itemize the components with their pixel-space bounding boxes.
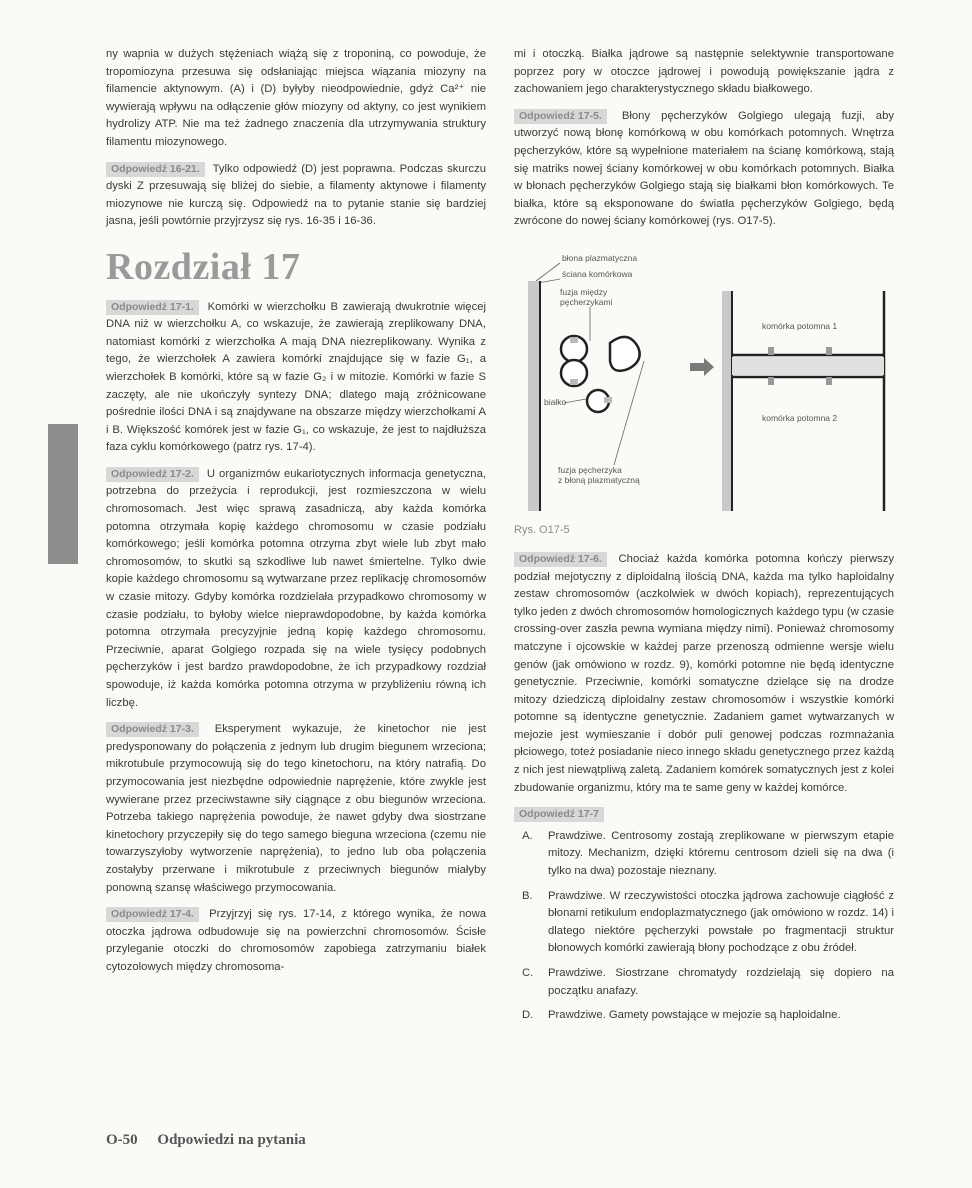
vesicle-fusing bbox=[610, 337, 640, 371]
label-fusion-vesicles-1: fuzja między bbox=[560, 286, 608, 297]
leader-line bbox=[614, 361, 644, 465]
item-text: Prawdziwe. W rzeczywistości otoczka jądrowa zachowuje ciągłość z błonami retikulum endoplazmatycznego (jak omówiono w rozdz. 14) i dlatego niektóre pęcherzyki powstałe po fragmentacji struktur błonowych komórki zawierają błony pochodzące z obu źródeł. bbox=[548, 889, 894, 955]
answer-tag: Odpowiedź 17-7 bbox=[514, 807, 604, 822]
leader-line bbox=[538, 279, 560, 283]
answer-text: Chociaż każda komórka potomna kończy pierwszy podział mejotyczny z diploidalną ilością DNA, każda ma tylko haploidalny zestaw chromosomów (aczkolwiek w dwóch kopiach), reprezentujących tylko jeden z dwóch chromosomów homologicznych każdego typu (w czasie crossing-over zaszła pewna wymiana między nimi). Ponieważ chromosomy matczyne i ojcowskie w każdej parze przenoszą odmienne wersje wielu genów (jak omówiono w rozdz. 9), komórki potomne nie będą identyczne genetycznie. Przeciwnie, komórki somatyczne dzielące się na drodze mitozy dziedziczą diploidalny zestaw chromosomów i wszystkie komórki potomne są identyczne genetycznie. Zadaniem gamet wytwarzanych w mejozie jest wymieszanie i dobór puli genowej podczas rozmnażania płciowego, toteż posiadanie nieco innego składu genetycznego przez każdą z nich jest niewątpliwą zaletą. Zadaniem komórek somatycznych jest z kolei zbudowanie organizmu, który ma te same geny w każdej komórce. bbox=[514, 552, 894, 794]
chapter-thumb-tab bbox=[48, 424, 78, 564]
answer-text: Eksperyment wykazuje, że kinetochor nie jest predysponowany do połączenia z jednym lub drugim biegunem wrzeciona; mikrotubule przymocowują się do tego kinetochoru, na który natrafią. Do przymocowania jest niezbędne odpowiednie naprężenie, które zwykle jest wywierane przez przeciwstawne siły ciągnące z obu biegunów wrzeciona. Potrzeba takiego naprężenia powoduje, że nawet gdyby dwa siostrzane kinetochory przyczepiły się do tego samego bieguna wrzeciona (czemu nie towarzyszyłoby wytworzenie naprężenia), to jedno lub oba połączenia zostałyby przerwane i mikrotubule z przeciwnych biegunów miałyby ponowną szansę właściwego przymocowania. bbox=[106, 723, 486, 894]
answer-text: Tylko odpowiedź (D) jest poprawna. Podczas skurczu dyski Z przesuwają się bliżej do siebie, a filamenty aktynowe i filamenty miozynowe nie kurczą się. Odpowiedź na to pytanie stanie się bardziej jasna, jeśli powtórnie przyjrzysz się rys. 16-35 i 16-36. bbox=[106, 162, 486, 228]
answer-17-6 bbox=[514, 551, 894, 797]
answer-tag: Odpowiedź 17-4. bbox=[106, 907, 199, 922]
left-intro-paragraph: ny wapnia w dużych stężeniach wiążą się z troponiną, co powoduje, że tropomiozyna przesuwa się odsłaniając miejsca wiązania miozyny na filamencie aktynowym. (A) i (D) byłyby nieodpowiednie, gdyż Ca²⁺ nie wywierają wpływu na odłączenie głów miozyny od aktyny, co jest wynikiem hydrolizy ATP. Nie ma też żadnego znaczenia dla utrzymywania struktury filamentu miozynowego. bbox=[106, 48, 486, 148]
answer-17-7 bbox=[514, 806, 894, 1025]
label-daughter-cell-2: komórka potomna 2 bbox=[762, 412, 838, 423]
item-letter: D. bbox=[522, 1009, 534, 1022]
cell-wall-right-panel bbox=[722, 291, 732, 511]
right-column bbox=[514, 46, 894, 1032]
page-number: O-50 bbox=[106, 1132, 138, 1148]
figure-o17-5 bbox=[514, 251, 894, 551]
answer-item bbox=[514, 965, 894, 1000]
leader-line bbox=[564, 399, 586, 403]
left-column bbox=[106, 46, 486, 986]
chapter-title: Rozdział 17 bbox=[106, 245, 301, 288]
answer-item bbox=[514, 1007, 894, 1025]
vesicle-protein bbox=[604, 397, 612, 403]
label-daughter-cell-1: komórka potomna 1 bbox=[762, 320, 838, 331]
item-letter: A. bbox=[522, 829, 533, 842]
answer-item bbox=[514, 888, 894, 958]
vesicle-protein bbox=[570, 379, 578, 385]
running-title: Odpowiedzi na pytania bbox=[157, 1132, 306, 1148]
right-intro-paragraph: mi i otoczką. Białka jądrowe są następnie selektywnie transportowane poprzez pory w otoczce jądrowej i powodują powiększanie jądra z zachowaniem jego charakterystycznego składu białkowego. bbox=[514, 48, 894, 96]
item-text: Prawdziwe. Siostrzane chromatydy rozdzielają się dopiero na początku anafazy. bbox=[548, 967, 894, 997]
item-letter: B. bbox=[522, 889, 533, 902]
answer-17-4 bbox=[106, 906, 486, 976]
cell-plate-diagram bbox=[514, 251, 894, 511]
membrane-protein bbox=[768, 377, 774, 385]
label-plasma-membrane: błona plazmatyczna bbox=[562, 252, 638, 263]
answer-item bbox=[514, 828, 894, 881]
answer-16-21 bbox=[106, 161, 486, 231]
answer-tag: Odpowiedź 17-2. bbox=[106, 467, 199, 482]
item-letter: C. bbox=[522, 967, 534, 979]
answer-17-1 bbox=[106, 299, 486, 457]
answer-text: U organizmów eukariotycznych informacja genetyczna, potrzebna do przeżycia i reprodukcji, jest rozmieszczona w wielu chromosomach. Jest więc sprawą zasadniczą, aby każda komórka potomna otrzymała kopię każdego chromosomu w czasie podziału komórkowego; jeśli komórka potomna otrzyma zbyt wiele lub zbyt mało chromosomów, to skutki są szkodliwe lub nawet śmiertelne. Tylko dwie kopie każdego chromosomu są wytwarzane przez replikację chromosomów w czasie mitozy. Gdyby komórka rozdzielała przypadkowo chromosomy w czasie podziału, to byłoby wielce nieprawdopodobne, by każda komórka potomna otrzymała precyzyjnie jedną kopię każdego chromosomu. Przeciwnie, aparat Golgiego rozpada się na wiele tysięcy podobnych pęcherzyków i jest bardzo prawdopodobne, że ich przypadkowy rozdział spowoduje, iż każda komórka potomna otrzyma w przybliżeniu równą ich liczbę. bbox=[106, 467, 486, 709]
answer-text: Przyjrzyj się rys. 17-14, z którego wynika, że nowa otoczka jądrowa odbudowuje się na powierzchni chromosomów. Ścisłe przyleganie otoczki do chromosomów zapobiega zatrzymaniu białek cytozolowych między chromosoma- bbox=[106, 908, 487, 973]
membrane-protein bbox=[768, 347, 774, 355]
label-cell-wall: ściana komórkowa bbox=[562, 268, 633, 279]
answer-text: Komórki w wierzchołku B zawierają dwukrotnie więcej DNA niż w wierzchołku A, co wskazuje, że zawierają zreplikowany DNA, natomiast komórki z wierzchołka A mają DNA niezreplikowany. Wynika z tego, że wierzchołek A zawiera komórki znajdujące się w fazie G₁, a wierzchołek B komórki, które są w fazie G₂ i w mitozie. Komórki w fazie S zaczęty, ale nie ukończyły syntezy DNA; dlatego mają zróżnicowane pośrednie ilości DNA i są znajdywane na obszarze między wierzchołkami A i B. Większość komórek jest w fazie G₁, co wskazuje, że jest to najdłuższa faza cyklu komórkowego (patrz rys. 17-4). bbox=[106, 300, 487, 454]
figure-caption: Rys. O17-5 bbox=[514, 523, 570, 536]
label-fusion-membrane-1: fuzja pęcherzyka bbox=[558, 464, 622, 475]
item-text: Prawdziwe. Centrosomy zostają zreplikowane w pierwszym etapie mitozy. Mechanizm, dzięki któremu centrosom dzieli się na dwa (i tylko na dwa) pozostaje nieznany. bbox=[548, 829, 894, 878]
process-arrow bbox=[690, 358, 714, 376]
new-cell-wall bbox=[732, 357, 884, 375]
answer-tag: Odpowiedź 17-3. bbox=[106, 722, 199, 737]
answer-tag: Odpowiedź 16-21. bbox=[106, 162, 205, 177]
answer-17-2 bbox=[106, 466, 486, 712]
leader-line bbox=[536, 263, 560, 281]
label-protein: białko bbox=[544, 396, 567, 407]
vesicle-protein bbox=[570, 337, 578, 343]
label-fusion-membrane-2: z błoną plazmatyczną bbox=[558, 474, 640, 485]
answer-17-3 bbox=[106, 721, 486, 897]
cell-wall-left bbox=[528, 281, 540, 511]
answer-tag: Odpowiedź 17-6. bbox=[514, 552, 607, 567]
membrane-protein bbox=[826, 347, 832, 355]
answer-text: Błony pęcherzyków Golgiego ulegają fuzji, aby utworzyć nową błonę komórkową w obu komórkach potomnych. Wnętrza pęcherzyków, które są wypełnione materiałem na ścianę komórkową, stają się matriks nowej ściany komórkowej w obu komórkach potomnych. Białka w błonach pęcherzyków Golgiego stają się białkami błon komórkowych. Te białka, które są eksponowane do światła pęcherzyków Golgiego, będą zwrócone do nowej ściany komórkowej (rys. O17-5). bbox=[514, 109, 894, 228]
page-footer bbox=[106, 1132, 306, 1149]
membrane-protein bbox=[826, 377, 832, 385]
answer-17-5 bbox=[514, 108, 894, 231]
answer-tag: Odpowiedź 17-5. bbox=[514, 109, 607, 124]
item-text: Prawdziwe. Gamety powstające w mejozie są haploidalne. bbox=[548, 1009, 841, 1022]
answer-tag: Odpowiedź 17-1. bbox=[106, 300, 199, 315]
label-fusion-vesicles-2: pęcherzykami bbox=[560, 296, 613, 307]
